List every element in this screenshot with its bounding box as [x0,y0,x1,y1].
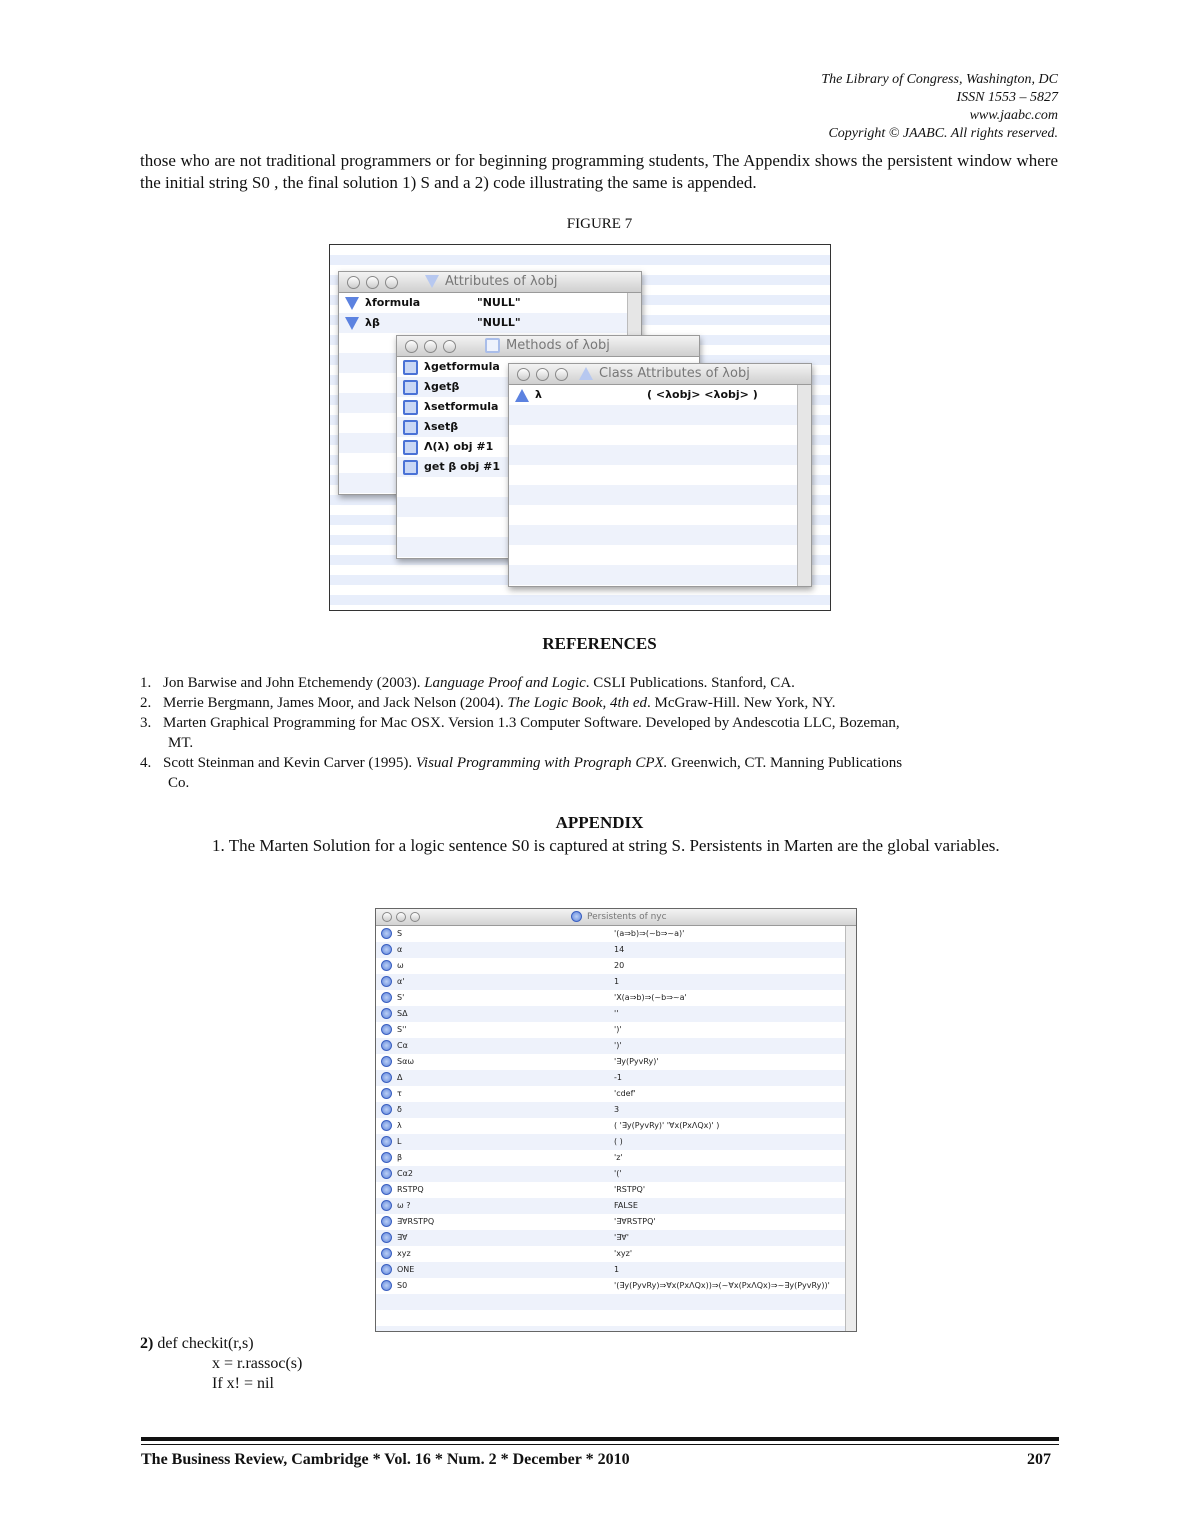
persistent-name: ∃∀RSTPQ [397,1217,435,1226]
attribute-icon [345,297,359,310]
persistent-icon [381,1264,392,1275]
method-icon [403,460,418,475]
persistent-name: ONE [397,1265,415,1274]
persistent-value: 1 [614,1265,620,1274]
persistent-name: ω ? [397,1201,411,1210]
header-library: The Library of Congress, Washington, DC [821,72,1058,87]
persistent-row[interactable] [381,1006,619,1022]
reference-item: 4. Scott Steinman and Kevin Carver (1995). Visual Programming with Prograph CPX. Greenwich, CT. Manning Publications Co. [140,755,903,791]
persistent-row[interactable] [381,1278,830,1294]
persistent-name: Sαω [397,1057,415,1066]
persistent-row[interactable] [381,1054,659,1070]
persistent-row[interactable] [381,974,620,990]
persistent-row[interactable] [381,1086,636,1102]
persistent-icon [381,1216,392,1227]
persistent-name: τ [397,1089,402,1098]
persistent-value: 'RSTPQ' [614,1185,646,1194]
header-website: www.jaabc.com [969,108,1058,123]
persistent-icon [381,1232,392,1243]
class-attributes-window-title: Class Attributes of λobj [599,366,750,381]
class-attribute-row[interactable]: λ ( <λobj> <λobj> ) [515,385,542,405]
method-row[interactable]: λsetformula [403,397,498,417]
persistent-row[interactable] [381,1070,622,1086]
close-icon[interactable] [405,340,418,353]
persistent-icon [381,1200,392,1211]
minimize-icon[interactable] [396,912,406,922]
persistent-value: 3 [614,1105,620,1114]
persistent-icon [381,1008,392,1019]
persistent-name: ∃∀ [397,1233,408,1242]
persistent-icon [381,1152,392,1163]
method-icon [403,420,418,435]
persistent-icon [381,928,392,939]
persistent-name: xyz [397,1249,411,1258]
persistents-list [376,926,856,1331]
persistent-row[interactable] [381,1182,646,1198]
figure-7 [329,244,831,611]
attribute-icon [345,317,359,330]
zoom-icon[interactable] [443,340,456,353]
persistent-row[interactable] [381,1118,720,1134]
persistent-value: 'xyz' [614,1249,633,1258]
header-issn: ISSN 1553 – 5827 [956,90,1058,105]
persistent-value: 'cdef' [614,1089,636,1098]
method-row[interactable]: Λ(λ) obj #1 [403,437,493,457]
persistent-icon [381,1168,392,1179]
persistent-value: '(∃y(PyvRy)⇒∀x(PxΛQx))⇒(~∀x(PxΛQx)⇒~∃y(PyvRy))' [614,1281,830,1290]
references-heading: REFERENCES [542,634,657,653]
persistent-row[interactable] [381,1134,623,1150]
persistent-value: -1 [614,1073,622,1082]
persistent-name: λ [397,1121,402,1130]
persistent-value: 14 [614,945,625,954]
class-attributes-window [508,363,812,587]
persistent-row[interactable] [381,1102,620,1118]
attribute-row[interactable]: λformula "NULL" [345,293,420,313]
persistent-name: Cα2 [397,1169,413,1178]
persistent-value: '(a⇒b)⇒(~b⇒~a)' [614,929,685,938]
header-copyright: Copyright © JAABC. All rights reserved. [828,126,1058,141]
persistent-name: SΔ [397,1009,408,1018]
persistent-value: 'z' [614,1153,623,1162]
page-number: 207 [1027,1451,1051,1468]
persistent-icon [381,960,392,971]
persistents-window [375,908,857,1332]
footer [141,1451,1051,1469]
reference-item: 1. Jon Barwise and John Etchemendy (2003). Language Proof and Logic. CSLI Publications. Stanford, CA. [140,675,795,691]
attribute-row[interactable]: λβ "NULL" [345,313,380,333]
code-line-3: If x! = nil [212,1375,274,1392]
method-row[interactable]: λgetformula [403,357,500,377]
persistent-value: 20 [614,961,625,970]
persistent-row[interactable] [381,1246,633,1262]
code-line-1: 2) def checkit(r,s) [140,1335,254,1352]
class-attribute-icon [579,367,593,380]
persistent-name: S [397,929,403,938]
persistent-name: Δ [397,1073,403,1082]
attributes-window-title: Attributes of λobj [445,274,558,289]
persistent-icon [381,1120,392,1131]
appendix-heading: APPENDIX [555,813,644,832]
persistent-value: '∃y(PyvRy)' [614,1057,659,1066]
persistent-value: ( '∃y(PyvRy)' '∀x(PxΛQx)' ) [614,1121,720,1130]
persistent-icon [381,976,392,987]
persistent-icon [381,1024,392,1035]
persistent-icon [381,1184,392,1195]
persistents-window-title: Persistents of nyc [587,912,667,922]
method-icon [485,338,500,353]
persistent-row[interactable] [381,1230,629,1246]
persistent-name: L [397,1137,402,1146]
persistent-value: '' [614,1009,619,1018]
reference-item: 2. Merrie Bergmann, James Moor, and Jack Nelson (2004). The Logic Book, 4th ed. McGraw-Hill. New York, NY. [140,695,836,711]
method-row[interactable]: λsetβ [403,417,458,437]
footer-rule [141,1437,1059,1441]
persistent-value: 1 [614,977,620,986]
scrollbar[interactable] [845,926,856,1331]
minimize-icon[interactable] [366,276,379,289]
persistent-icon [381,1040,392,1051]
persistent-name: S' [397,993,405,1002]
attribute-icon [425,275,439,288]
persistent-name: RSTPQ [397,1185,424,1194]
method-row[interactable]: λgetβ [403,377,459,397]
persistent-row[interactable] [381,1166,622,1182]
method-icon [403,360,418,375]
persistent-value: '∃∀RSTPQ' [614,1217,656,1226]
method-icon [403,380,418,395]
persistent-name: α' [397,977,405,986]
method-icon [403,400,418,415]
persistent-icon [381,944,392,955]
persistent-row[interactable] [381,1198,638,1214]
class-attribute-icon [515,389,529,402]
persistent-row[interactable] [381,1150,623,1166]
method-row[interactable]: get β obj #1 [403,457,500,477]
persistent-icon [571,911,582,922]
reference-item: 3. Marten Graphical Programming for Mac OSX. Version 1.3 Computer Software. Developed by Andescotia LLC, Bozeman, MT. [140,715,900,751]
persistent-row[interactable] [381,1022,622,1038]
zoom-icon[interactable] [410,912,420,922]
persistent-row[interactable] [381,926,685,942]
zoom-icon[interactable] [555,368,568,381]
close-icon[interactable] [347,276,360,289]
persistent-icon [381,1056,392,1067]
code-line-2: x = r.rassoc(s) [212,1355,303,1372]
persistent-name: δ [397,1105,402,1114]
persistent-row[interactable] [381,1262,620,1278]
methods-window-title: Methods of λobj [506,338,610,353]
persistent-row[interactable] [381,942,625,958]
footer-rule [141,1444,1059,1445]
minimize-icon[interactable] [424,340,437,353]
close-icon[interactable] [517,368,530,381]
persistent-value: ')' [614,1025,622,1034]
persistent-value: 'X(a⇒b)⇒(~b⇒~a' [614,993,687,1002]
appendix-text: 1. The Marten Solution for a logic sentence S0 is captured at string S. Persistents in Marten are the global variables. [212,836,1000,855]
persistent-value: '∃∀' [614,1233,629,1242]
persistent-icon [381,1072,392,1083]
close-icon[interactable] [382,912,392,922]
footer-journal: The Business Review, Cambridge * Vol. 16 * Num. 2 * December * 2010 [141,1451,630,1468]
persistent-row[interactable] [381,990,687,1006]
minimize-icon[interactable] [536,368,549,381]
persistent-name: S0 [397,1281,408,1290]
persistent-icon [381,1248,392,1259]
persistent-value: '(' [614,1169,622,1178]
persistent-row[interactable] [381,958,625,974]
persistent-icon [381,1136,392,1147]
persistent-icon [381,992,392,1003]
persistent-name: Cα [397,1041,408,1050]
persistent-value: ( ) [614,1137,623,1146]
scrollbar[interactable] [797,385,811,586]
persistent-icon [381,1104,392,1115]
persistent-name: S'' [397,1025,407,1034]
persistent-name: β [397,1153,403,1162]
persistent-row[interactable] [381,1214,656,1230]
figure-7-caption: FIGURE 7 [566,216,633,232]
persistent-name: α [397,945,403,954]
persistent-value: FALSE [614,1201,638,1210]
intro-paragraph: those who are not traditional programmers or for beginning programming students, The Appendix shows the persistent window where the initial string S0 , the final solution 1) S and a 2) code illustrating the same is appended. [140,151,1058,192]
persistent-row[interactable] [381,1038,622,1054]
persistent-icon [381,1280,392,1291]
method-icon [403,440,418,455]
persistent-icon [381,1088,392,1099]
persistent-name: ω [397,961,404,970]
zoom-icon[interactable] [385,276,398,289]
persistent-value: ')' [614,1041,622,1050]
